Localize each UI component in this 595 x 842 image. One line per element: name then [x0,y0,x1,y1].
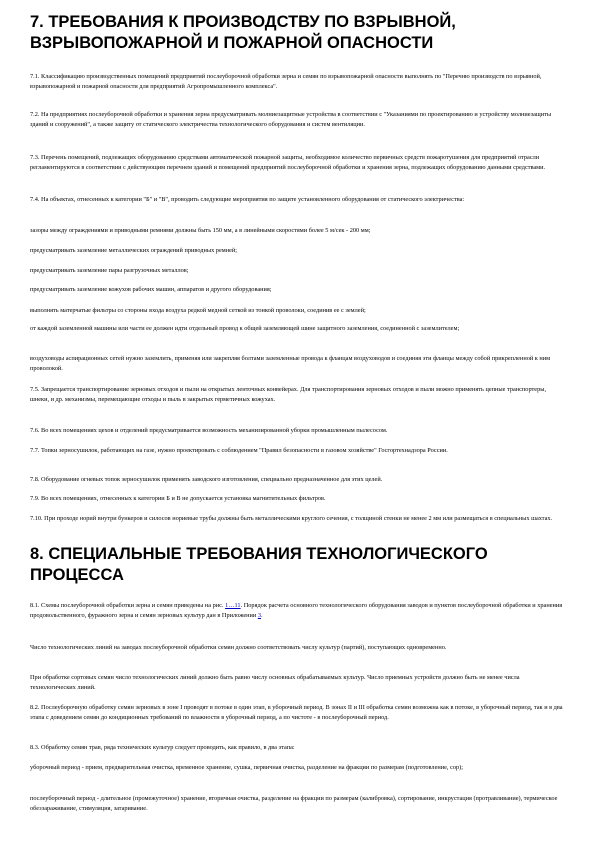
paragraph-8-2: 8.2. Послеуборочную обработку семян зерновых в зоне I проводят в потоке в один этап, в уборочный период. В зонах II и III обработка семян возможна как в потоке, в уборочный период, так и в два этапа с доведением семян до кондиционных требований по влажности в уборочный период, а по чистоте - в послеуборочный период. [30,704,563,721]
paragraph-8-1 [30,601,565,620]
paragraph-7-5: 7.5. Запрещается транспортирование зерновых отходов и пыли на открытых ленточных конвейерах. Для транспортирования зерновых отходов и пыли можно применять цепные транспортеры, шнеки, и др. механизмы, перемещающие отходы и пыль в закрытых герметичных кожухах. [30,386,547,403]
paragraph-8-1-text-mid: . Порядок расчета основного технологического оборудования заводов и пунктов послеуборочной обработки и хранения продовольственного, фуражного зерна и семян зерновых культур дан в Приложении [30,602,563,619]
paragraph-7-4: 7.4. На объектах, отнесенных к категории "Б" и "В", проводить следующие мероприятия по защите установленного оборудования от статического электричества: [30,196,465,203]
paragraph-7-2: 7.2. На предприятиях послеуборочной обработки и хранения зерна предусматривать молниезащитные устройства в соответствии с "Указаниями по проектированию и устройству молниезащиты зданий и сооружений", а также защиту от статического электричества технологического оборудования и систем вентиляции. [30,111,552,128]
paragraph-7-4-b: предусматривать заземление металлических ограждений приводных ремней; [30,247,238,254]
paragraph-8-1-b: Число технологических линий на заводах послеуборочной обработки семян должно соответствовать числу культур (партий), поступающих одновременно. [30,644,447,651]
appendix-3-link[interactable]: 3 [257,611,261,619]
paragraph-8-3-b: послеуборочный период - длительное (промежуточное) хранение, вторичная очистка, разделение на фракции по размерам (калибровка), сортирование, инкрустация (протравливание), термическое обеззараживание, стимуляция, затаривание. [30,795,558,812]
paragraph-7-9: 7.9. Во всех помещениях, отнесенных к категории Б и В не допускается установка магнитительных фильтров. [30,495,326,502]
paragraph-8-3: 8.3. Обработку семян трав, ряда технических культур следует проводить, как правило, в два этапа: [30,744,295,751]
paragraph-8-1-text-start: 8.1. Схемы послеуборочной обработки зерна и семян приведены на рис. [30,602,226,609]
section-8-heading: 8. СПЕЦИАЛЬНЫЕ ТРЕБОВАНИЯ ТЕХНОЛОГИЧЕСКОГО ПРОЦЕССА [30,545,488,584]
paragraph-7-10: 7.10. При проходе норий внутри бункеров и силосов нориевые трубы должны быть металлическими круглого сечения, с толщиной стенки не менее 2 мм или размещаться в специальных шахтах. [30,515,553,522]
figures-link[interactable]: 1…11 [225,602,241,609]
paragraph-7-4-d: предусматривать заземление кожухов рабочих машин, аппаратов и другого оборудования; [30,286,272,293]
paragraph-7-7: 7.7. Топки зерносушилок, работающих на газе, нужно проектировать с соблюдением "Правил безопасности в газовом хозяйстве" Госгортехнадзора России. [30,447,448,454]
paragraph-7-4-a: зазоры между ограждениями и приводными ремнями должны быть 150 мм, а в линейными скоростями более 5 м/сек - 200 мм; [30,227,371,234]
paragraph-7-4-e: выполнять матерчатые фильтры со стороны входа воздуха редкой медной сеткой из тонкой проволоки, соединив ее с землей; [30,307,366,314]
paragraph-7-4-f: от каждой заземленной машины или части ее должен идти отдельный провод к общей заземляющей шине защитного заземления, соединенной с заземлителем; [30,325,460,332]
section-7-heading: 7. ТРЕБОВАНИЯ К ПРОИЗВОДСТВУ ПО ВЗРЫВНОЙ, ВЗРЫВОПОЖАРНОЙ И ПОЖАРНОЙ ОПАСНОСТИ [30,13,456,52]
paragraph-8-3-a: уборочный период - прием, предварительная очистка, временное хранение, сушка, первичная очистка, разделение на фракции по размерам (подготовление, сор); [30,764,463,771]
paragraph-7-8: 7.8. Оборудование огневых топок зерносушилок применять заводского изготовления, специально предназначенное для этих целей. [30,476,383,483]
paragraph-8-1-text-end: . [261,611,263,619]
paragraph-7-6: 7.6. Во всех помещениях цехов и отделений предусматривается возможность механизированной уборки промышленным пылесосом. [30,427,388,434]
paragraph-8-1-c: При обработке сортовых семян число технологических линий должно быть равно числу основных обрабатываемых культур. Число приемных устройств должно быть не менее числа технологических линий. [30,674,520,691]
paragraph-7-1: 7.1. Классификацию производственных помещений предприятий послеуборочной обработки зерна и семян по взрывопожарной опасности выполнять по "Перечню производств по взрывной, взрывопожарной и пожарной опасности для предприятий Агропромышленного комплекса". [30,73,542,90]
paragraph-7-4-c: предусматривать заземление пары разгрузочных металлов; [30,267,189,274]
paragraph-7-3: 7.3. Перечень помещений, подлежащих оборудованию средствами автоматической пожарной защиты, необходимое количество первичных средств пожаротушения для предприятий отрасли регламентируются в соответствии с действующим перечнем зданий и помещений предприятий послеуборочной обработки и хранения зерна, подлежащих оборудованию данными средствами. [30,154,546,171]
paragraph-7-4-g: воздуховоды аспирационных сетей нужно заземлить, применяя или закрепляя болтами заземленные провода к фланцам воздуховодов и соединяя эти фланцы между собой прикрепленной к ним проволокой. [30,355,551,372]
